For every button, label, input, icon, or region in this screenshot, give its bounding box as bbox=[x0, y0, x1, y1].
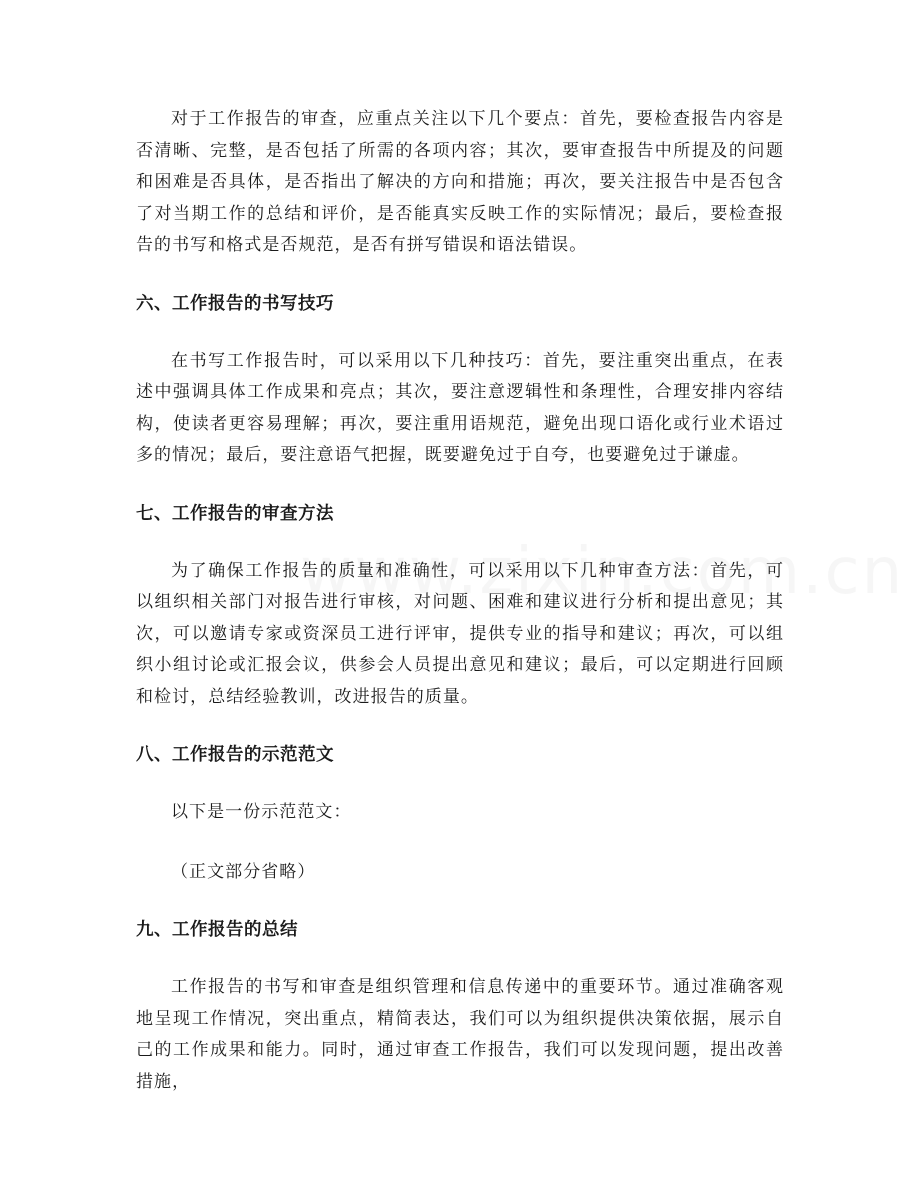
paragraph-review-methods: 为了确保工作报告的质量和准确性，可以采用以下几种审查方法：首先，可以组织相关部门对报告进行审核，对问题、困难和建议进行分析和提出意见；其次，可以邀请专家或资深员工进行评审，提供专业的指导和建议；再次，可以组织小组讨论或汇报会议，供参会人员提出意见和建议；最后，可以定期进行回顾和检讨，总结经验教训，改进报告的质量。 bbox=[136, 560, 784, 707]
heading-section-9: 九、工作报告的总结 bbox=[136, 920, 298, 940]
heading-section-6: 六、工作报告的书写技巧 bbox=[136, 293, 334, 314]
document-page bbox=[136, 104, 784, 1098]
paragraph-review-points: 对于工作报告的审查，应重点关注以下几个要点：首先，要检查报告内容是否清晰、完整，是否包括了所需的各项内容；其次，要审查报告中所提及的问题和困难是否具体，是否指出了解决的方向和措施；再次，要关注报告中是否包含了对当期工作的总结和评价，是否能真实反映工作的实际情况；最后，要检查报告的书写和格式是否规范，是否有拼写错误和语法错误。 bbox=[136, 109, 784, 255]
heading-section-8: 八、工作报告的示范范文 bbox=[136, 745, 334, 765]
paragraph-writing-tips: 在书写工作报告时，可以采用以下几种技巧：首先，要注重突出重点，在表述中强调具体工作成果和亮点；其次，要注意逻辑性和条理性，合理安排内容结构，使读者更容易理解；再次，要注重用语规范，避免出现口语化或行业术语过多的情况；最后，要注意语气把握，既要避免过于自夸，也要避免过于谦虚。 bbox=[136, 350, 784, 465]
heading-section-7: 七、工作报告的审查方法 bbox=[136, 503, 334, 524]
paragraph-omitted-body: （正文部分省略） bbox=[171, 861, 316, 882]
paragraph-summary: 工作报告的书写和审查是组织管理和信息传递中的重要环节。通过准确客观地呈现工作情况，突出重点，精简表达，我们可以为组织提供决策依据，展示自己的工作成果和能力。同时，通过审查工作报告，我们可以发现问题，提出改善措施， bbox=[136, 977, 784, 1092]
paragraph-sample-intro: 以下是一份示范范文： bbox=[171, 802, 352, 822]
